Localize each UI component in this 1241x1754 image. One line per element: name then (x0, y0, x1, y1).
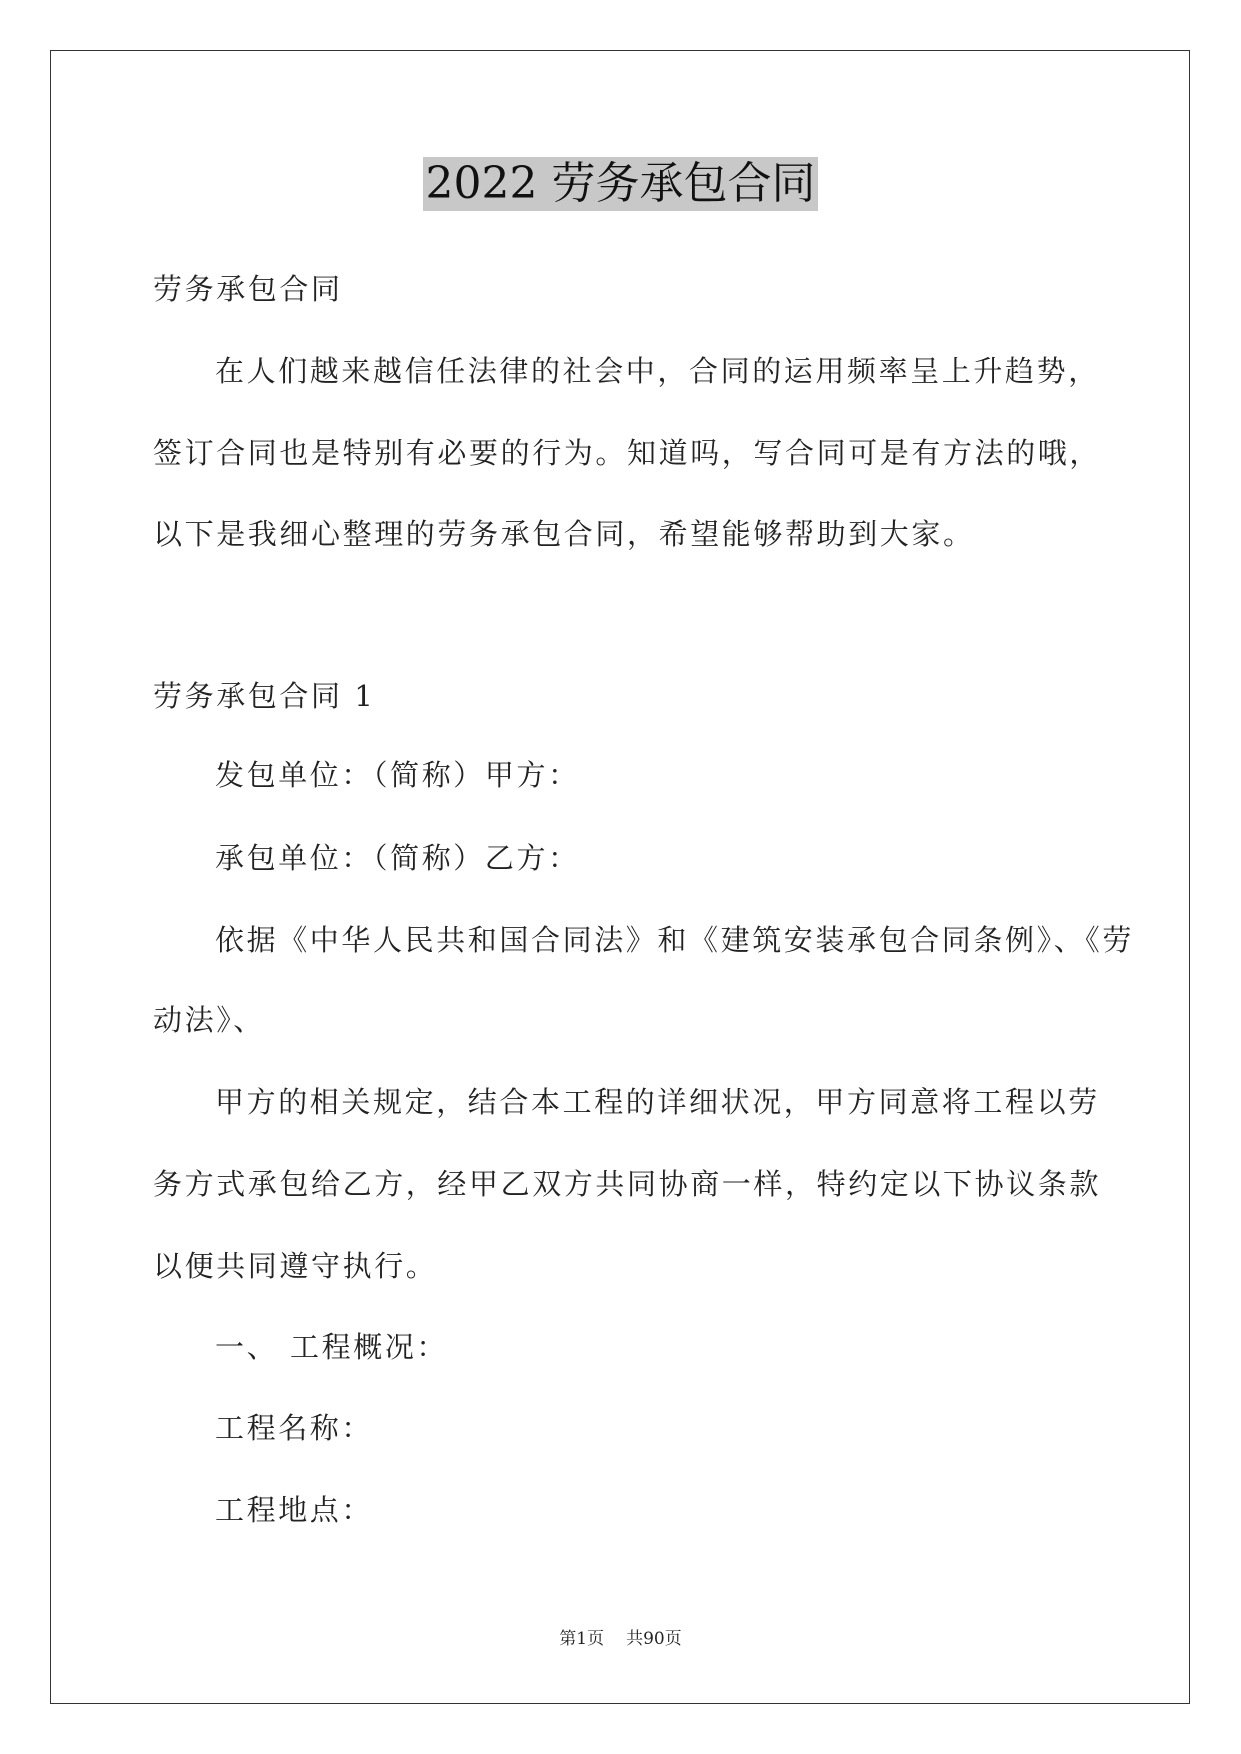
intro-line: 在人们越来越信任法律的社会中，合同的运用频率呈上升趋势， (215, 354, 1100, 388)
contract-heading: 劳务承包合同 1 (153, 679, 376, 713)
contract-line: 甲方的相关规定，结合本工程的详细状况，甲方同意将工程以劳 (215, 1085, 1100, 1119)
project-location-field: 工程地点： (215, 1493, 374, 1527)
page-number: 第1页 (559, 1629, 605, 1649)
project-name-field: 工程名称： (215, 1411, 374, 1445)
contract-line: 以便共同遵守执行。 (153, 1249, 438, 1283)
subtitle: 劳务承包合同 (153, 272, 343, 306)
contract-line-contractor: 承包单位：（简称）乙方： (215, 841, 580, 875)
contract-line: 依据《中华人民共和国合同法》和《建筑安装承包合同条例》、《劳 (215, 923, 1135, 957)
page-footer (0, 1627, 1241, 1651)
page-total: 共90页 (626, 1629, 682, 1649)
intro-line: 签订合同也是特别有必要的行为。知道吗，写合同可是有方法的哦， (153, 436, 1102, 470)
contract-line: 动法》、 (153, 1003, 265, 1037)
intro-line: 以下是我细心整理的劳务承包合同，希望能够帮助到大家。 (153, 517, 975, 551)
title-container (0, 157, 1241, 211)
contract-line-employer: 发包单位：（简称）甲方： (215, 758, 580, 792)
section-heading-project-overview: 一、 工程概况： (215, 1330, 449, 1364)
document-title: 2022 劳务承包合同 (423, 157, 819, 211)
contract-line: 务方式承包给乙方，经甲乙双方共同协商一样，特约定以下协议条款 (153, 1167, 1102, 1201)
